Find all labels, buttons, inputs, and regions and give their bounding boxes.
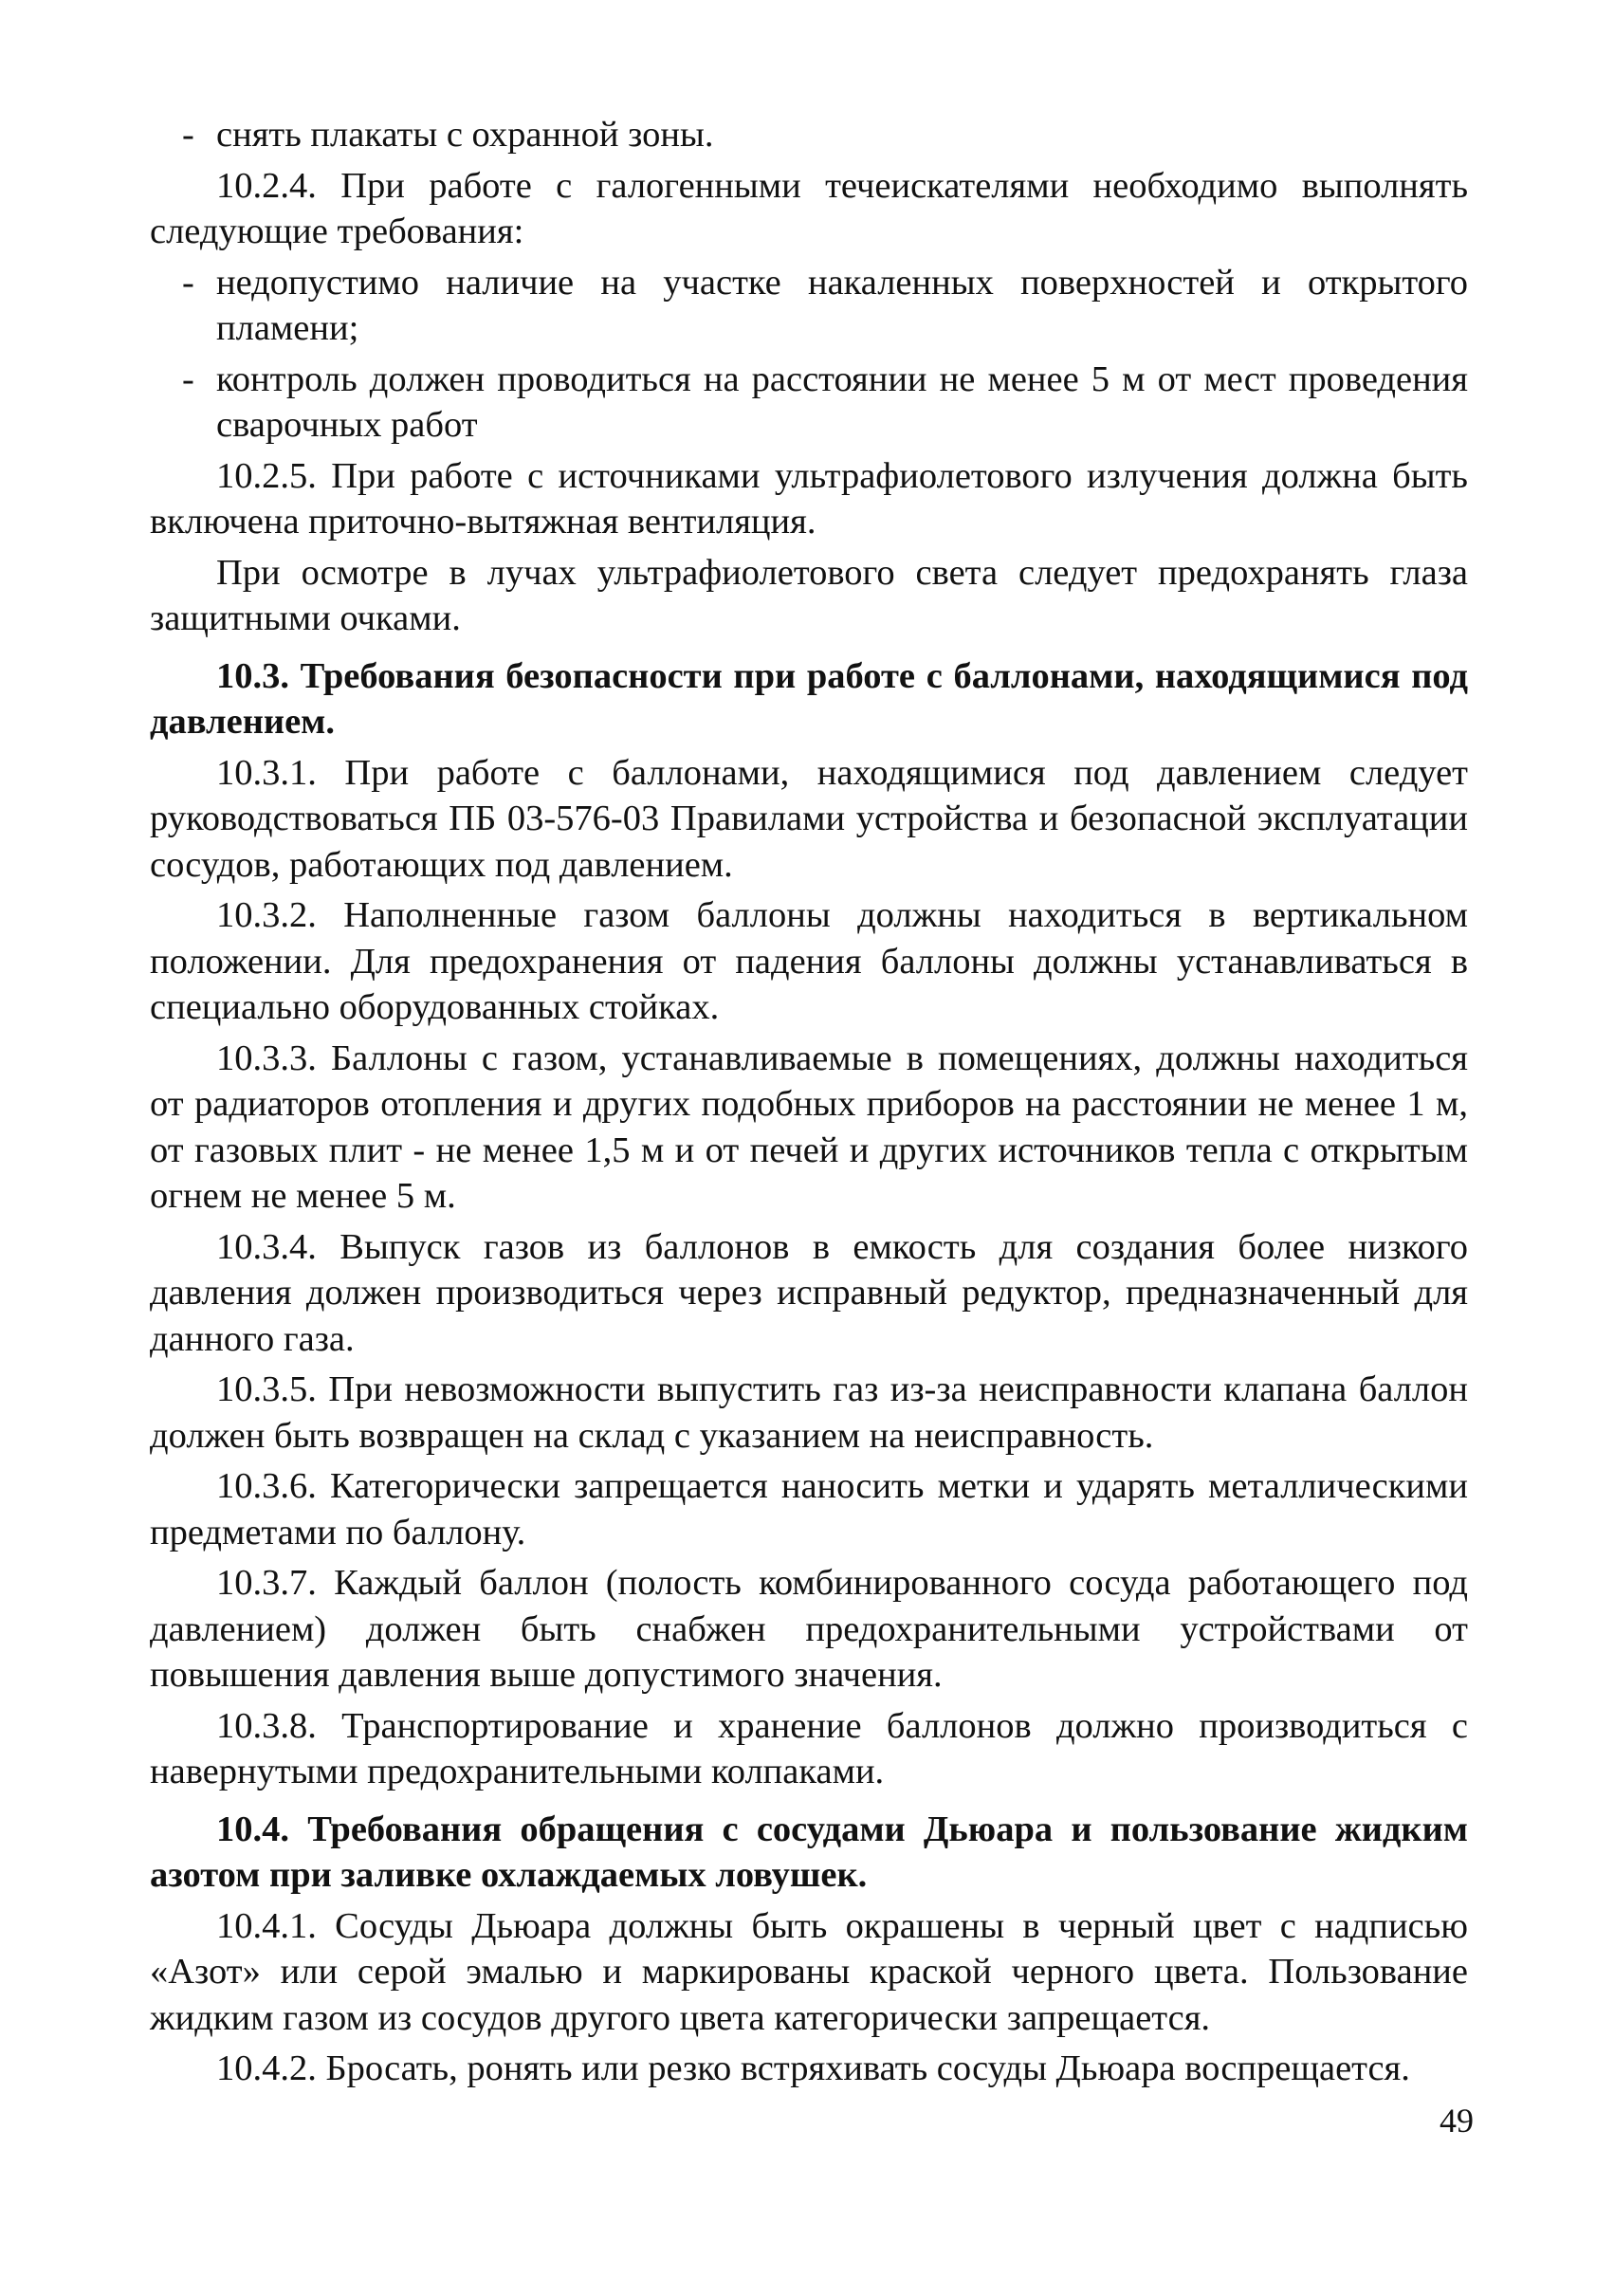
dash-marker: - bbox=[182, 262, 194, 303]
section-heading: 10.3. Требования безопасности при работе с баллонами, находящимися под давлением. bbox=[150, 655, 1468, 742]
paragraph: 10.4.1. Сосуды Дьюара должны быть окрашены в черный цвет с надписью «Азот» или серой эмалью и маркированы краской черного цвета. Пользование жидким газом из сосудов другого цвета категорически запрещается. bbox=[150, 1905, 1468, 2038]
list-item-text: снять плакаты с охранной зоны. bbox=[216, 115, 714, 155]
paragraph: 10.3.4. Выпуск газов из баллонов в емкость для создания более низкого давления должен производиться через исправный редуктор, предназначенный для данного газа. bbox=[150, 1226, 1468, 1359]
section-heading: 10.4. Требования обращения с сосудами Дьюара и пользование жидким азотом при заливке охлаждаемых ловушек. bbox=[150, 1809, 1468, 1895]
paragraph: 10.2.4. При работе с галогенными течеискателями необходимо выполнять следующие требования: bbox=[150, 165, 1468, 251]
list-item-text: контроль должен проводиться на расстоянии не менее 5 м от мест проведения сварочных работ bbox=[216, 358, 1468, 445]
paragraph: 10.3.7. Каждый баллон (полость комбинированного сосуда работающего под давлением) должен быть снабжен предохранительными устройствами от повышения давления выше допустимого значения. bbox=[150, 1563, 1468, 1695]
paragraph: 10.3.2. Наполненные газом баллоны должны находиться в вертикальном положении. Для предохранения от падения баллоны должны устанавливаться в специально оборудованных стойках. bbox=[150, 895, 1468, 1027]
paragraph: 10.3.6. Категорически запрещается наносить метки и ударять металлическими предметами по баллону. bbox=[150, 1466, 1468, 1552]
list-item-text: недопустимо наличие на участке накаленных поверхностей и открытого пламени; bbox=[216, 262, 1468, 348]
page-number: 49 bbox=[1440, 2102, 1474, 2140]
list-item bbox=[150, 112, 1468, 158]
paragraph: 10.2.5. При работе с источниками ультрафиолетового излучения должна быть включена приточно-вытяжная вентиляция. bbox=[150, 455, 1468, 542]
paragraph: 10.3.5. При невозможности выпустить газ из-за неисправности клапана баллон должен быть возвращен на склад с указанием на неисправность. bbox=[150, 1369, 1468, 1456]
list-item bbox=[150, 357, 1468, 449]
paragraph: При осмотре в лучах ультрафиолетового света следует предохранять глаза защитными очками. bbox=[150, 552, 1468, 638]
paragraph: 10.3.3. Баллоны с газом, устанавливаемые в помещениях, должны находиться от радиаторов отопления и других подобных приборов на расстоянии не менее 1 м, от газовых плит - не менее 1,5 м и от печей и других источников тепла с открытым огнем не менее 5 м. bbox=[150, 1038, 1468, 1216]
dash-marker: - bbox=[182, 358, 194, 399]
paragraph: 10.3.8. Транспортирование и хранение баллонов должно производиться с навернутыми предохранительными колпаками. bbox=[150, 1705, 1468, 1791]
dash-marker: - bbox=[182, 115, 194, 155]
paragraph: 10.3.1. При работе с баллонами, находящимися под давлением следует руководствоваться ПБ 03-576-03 Правилами устройства и безопасной эксплуатации сосудов, работающих под давлением. bbox=[150, 752, 1468, 885]
paragraph: 10.4.2. Бросать, ронять или резко встряхивать сосуды Дьюара воспрещается. bbox=[216, 2048, 1410, 2088]
document-page bbox=[150, 112, 1468, 2097]
list-item bbox=[150, 260, 1468, 352]
